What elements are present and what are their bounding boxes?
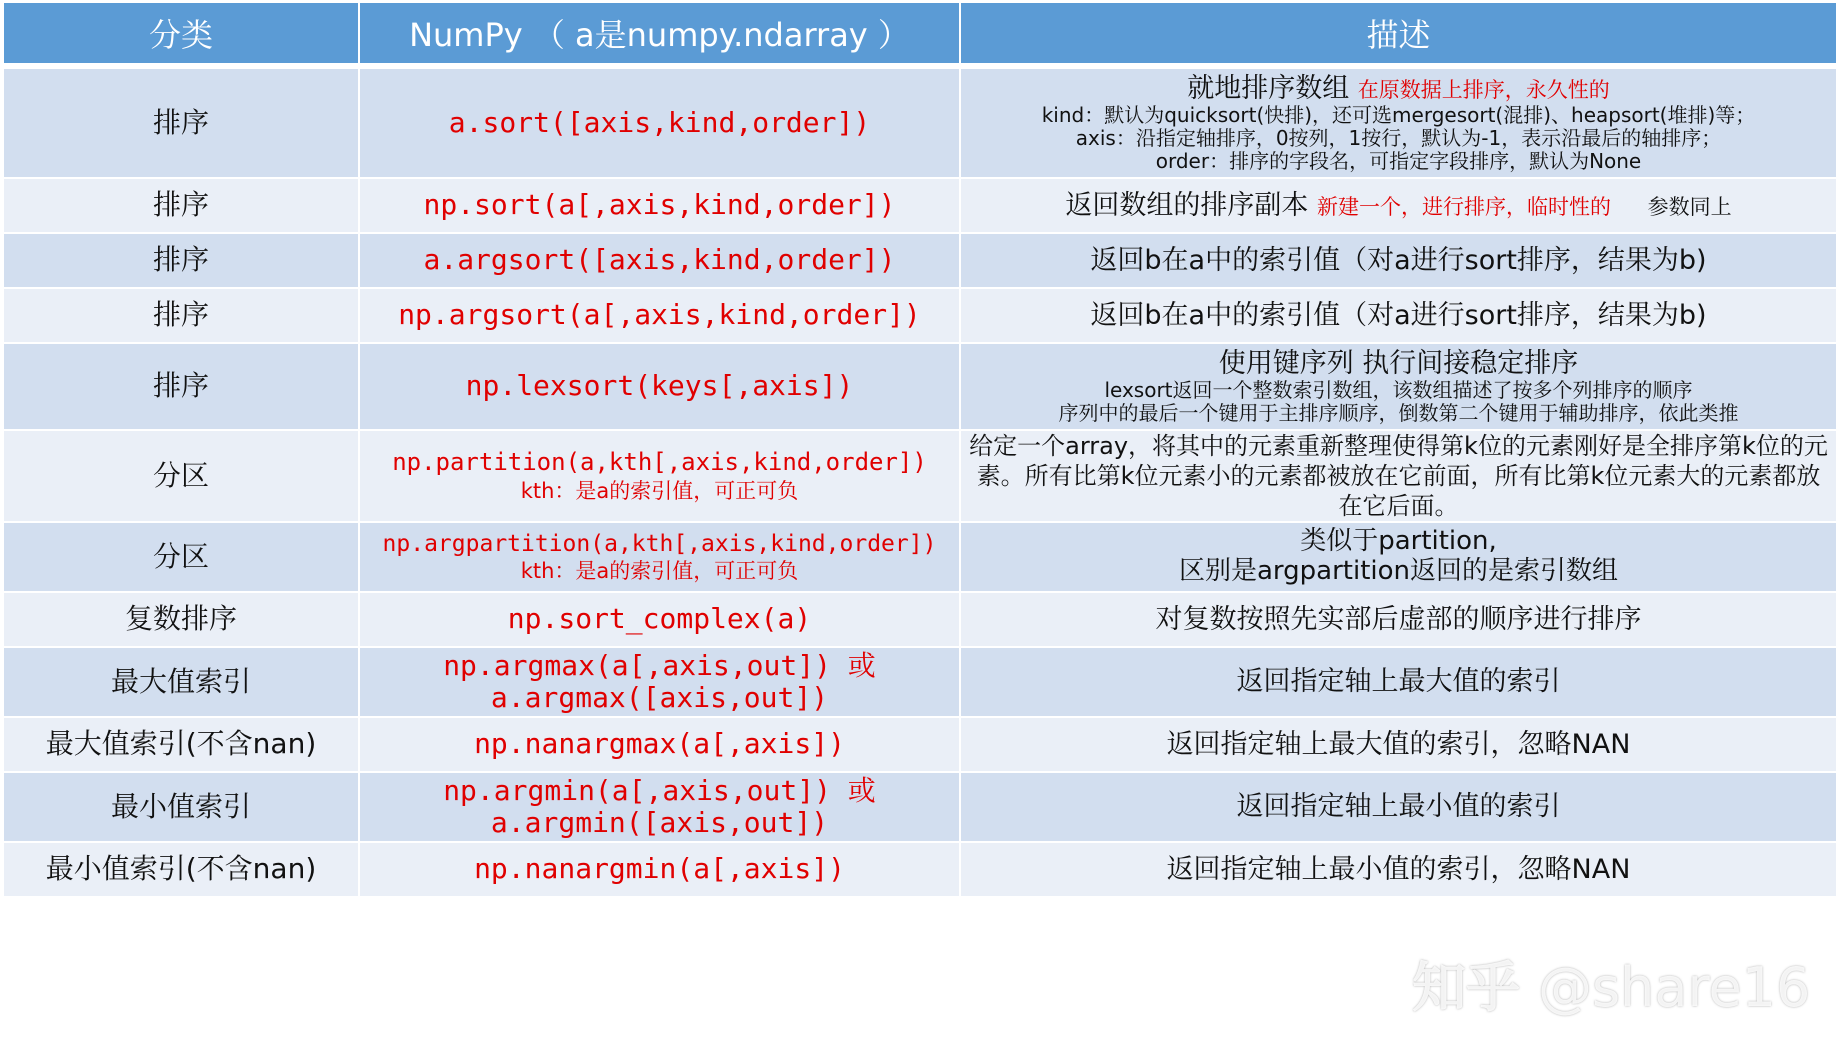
category-cell: 分区 xyxy=(3,522,359,592)
function-signature: np.argmin(a[,axis,out]) 或 xyxy=(443,773,876,807)
function-signature-alt: a.argmin([axis,out]) xyxy=(490,806,829,839)
header-numpy: NumPy （ a是numpy.ndarray ） xyxy=(359,3,960,66)
table-row xyxy=(3,66,1837,178)
table-row xyxy=(3,288,1837,343)
table-row xyxy=(3,233,1837,288)
function-cell: np.sort(a[,axis,kind,order]) xyxy=(359,178,960,233)
description-cell xyxy=(960,522,1837,592)
function-cell xyxy=(359,522,960,592)
category-cell: 复数排序 xyxy=(3,592,359,647)
description-title: 就地排序数组 xyxy=(1187,72,1350,104)
header-category: 分类 xyxy=(3,3,359,66)
category-cell: 排序 xyxy=(3,343,359,430)
function-signature: np.argmax(a[,axis,out]) 或 xyxy=(443,648,876,682)
function-signature: np.partition(a,kth[,axis,kind,order]) xyxy=(392,448,927,477)
description-title: 类似于partition, xyxy=(1300,526,1497,557)
function-signature-alt: a.argmax([axis,out]) xyxy=(490,681,829,714)
function-cell xyxy=(359,430,960,522)
header-description: 描述 xyxy=(960,3,1837,66)
table-row xyxy=(3,522,1837,592)
description-note: 在原数据上排序，永久性的 xyxy=(1357,77,1610,102)
table-row xyxy=(3,592,1837,647)
function-signature: np.argpartition(a,kth[,axis,kind,order]) xyxy=(382,530,937,557)
table-row xyxy=(3,842,1837,897)
category-cell: 最大值索引 xyxy=(3,647,359,717)
zhihu-watermark xyxy=(1412,945,1810,1022)
description-cell xyxy=(960,178,1837,233)
description-cell: 对复数按照先实部后虚部的顺序进行排序 xyxy=(960,592,1837,647)
function-cell: a.sort([axis,kind,order]) xyxy=(359,66,960,178)
watermark-handle: @share16 xyxy=(1538,956,1811,1019)
description-cell: 返回指定轴上最小值的索引 xyxy=(960,772,1837,842)
table-row xyxy=(3,343,1837,430)
description-note: 新建一个，进行排序，临时性的 xyxy=(1317,194,1611,219)
description-cell: 返回指定轴上最小值的索引，忽略NAN xyxy=(960,842,1837,897)
category-cell: 排序 xyxy=(3,178,359,233)
function-cell: a.argsort([axis,kind,order]) xyxy=(359,233,960,288)
description-line: 区别是argpartition返回的是索引数组 xyxy=(1178,556,1619,586)
category-cell: 排序 xyxy=(3,288,359,343)
category-cell: 分区 xyxy=(3,430,359,522)
category-cell: 最小值索引 xyxy=(3,772,359,842)
function-cell: np.nanargmin(a[,axis]) xyxy=(359,842,960,897)
table-row xyxy=(3,178,1837,233)
table-row xyxy=(3,647,1837,717)
description-line: 序列中的最后一个键用于主排序顺序，倒数第二个键用于辅助排序，依此类推 xyxy=(1058,401,1739,426)
function-cell xyxy=(359,647,960,717)
category-cell: 最小值索引(不含nan) xyxy=(3,842,359,897)
category-cell: 排序 xyxy=(3,233,359,288)
description-line: axis：沿指定轴排序，0按列，1按行，默认为-1，表示沿最后的轴排序； xyxy=(1075,126,1722,151)
description-tail: 参数同上 xyxy=(1647,194,1732,219)
description-cell: 返回指定轴上最大值的索引，忽略NAN xyxy=(960,717,1837,772)
function-cell: np.lexsort(keys[,axis]) xyxy=(359,343,960,430)
category-cell: 最大值索引(不含nan) xyxy=(3,717,359,772)
table-row xyxy=(3,772,1837,842)
zhihu-logo: 知乎 xyxy=(1412,956,1520,1019)
description-cell: 返回b在a中的索引值（对a进行sort排序，结果为b) xyxy=(960,233,1837,288)
numpy-sort-table xyxy=(2,3,1838,898)
description-cell xyxy=(960,66,1837,178)
table-row xyxy=(3,430,1837,522)
table-row xyxy=(3,717,1837,772)
function-cell: np.nanargmax(a[,axis]) xyxy=(359,717,960,772)
description-line: order：排序的字段名，可指定字段排序，默认为None xyxy=(1155,149,1642,174)
function-cell xyxy=(359,772,960,842)
description-title: 返回数组的排序副本 xyxy=(1065,189,1309,221)
category-cell: 排序 xyxy=(3,66,359,178)
description-title: 使用键序列 执行间接稳定排序 xyxy=(1218,347,1579,379)
function-cell: np.argsort(a[,axis,kind,order]) xyxy=(359,288,960,343)
description-cell: 返回指定轴上最大值的索引 xyxy=(960,647,1837,717)
description-line: kind：默认为quicksort(快排)，还可选mergesort(混排)、heapsort(堆排)等； xyxy=(1041,103,1756,128)
function-cell: np.sort_complex(a) xyxy=(359,592,960,647)
header-row xyxy=(3,3,1837,66)
description-line: lexsort返回一个整数索引数组，该数组描述了按多个列排序的顺序 xyxy=(1104,378,1693,403)
function-note: kth：是a的索引值，可正可负 xyxy=(520,478,799,503)
description-cell: 返回b在a中的索引值（对a进行sort排序，结果为b) xyxy=(960,288,1837,343)
function-note: kth：是a的索引值，可正可负 xyxy=(520,559,799,584)
description-cell: 给定一个array，将其中的元素重新整理使得第k位的元素刚好是全排序第k位的元素。所有比第k位元素小的元素都被放在它前面，所有比第k位元素大的元素都放在它后面。 xyxy=(960,430,1837,522)
description-cell xyxy=(960,343,1837,430)
